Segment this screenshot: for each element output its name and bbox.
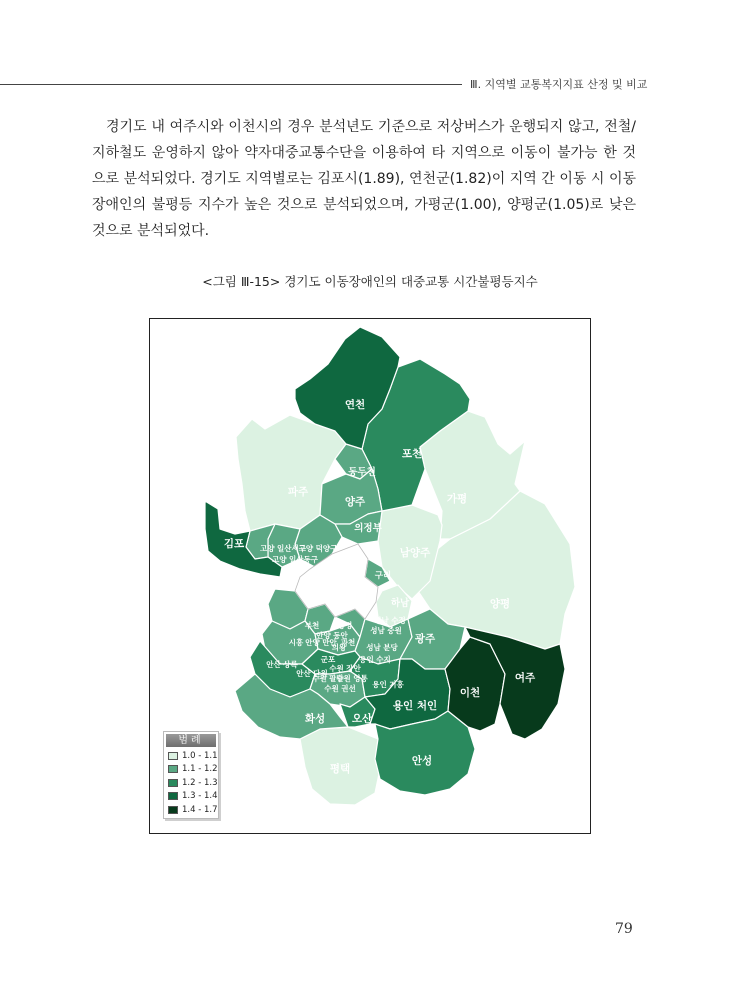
legend-swatch [168, 752, 178, 760]
label-anyang-dongan: 안양 동안 [316, 631, 348, 640]
label-suwon-yeongtong: 수원 영통 [336, 674, 368, 683]
label-yeoncheon: 연천 [344, 399, 366, 411]
page-number: 79 [615, 921, 633, 937]
legend-range: 1.0 - 1.1 [182, 750, 218, 761]
label-hwaseong: 화성 [304, 713, 326, 725]
legend-swatch [168, 792, 178, 800]
legend-item [164, 763, 218, 777]
label-siheung: 시흥 [288, 638, 304, 647]
label-ansan-sangnok: 안산 상록 [266, 660, 298, 669]
legend-range: 1.2 - 1.3 [182, 777, 218, 788]
label-goyang-ilsanseo: 고양 일산서구 [259, 544, 307, 553]
body-paragraph [92, 114, 636, 244]
label-gapyeong: 가평 [446, 493, 468, 505]
figure-caption: <그림 Ⅲ-15> 경기도 이동장애인의 대중교통 시간불평등지수 [202, 274, 538, 289]
label-dongducheon: 동두천 [348, 467, 376, 478]
label-gwangju: 광주 [414, 633, 436, 645]
label-seongnam-bundang: 성남 분당 [366, 643, 398, 652]
legend-title: 범례 [166, 734, 216, 747]
label-gwacheon: 과천 [340, 638, 356, 647]
label-yongin-giheung: 용인 기흥 [372, 680, 404, 689]
legend-range: 1.1 - 1.2 [182, 764, 218, 775]
label-seongnam-jungwon: 성남 중원 [370, 626, 402, 635]
legend-range: 1.3 - 1.4 [182, 791, 218, 802]
label-suwon-jangan: 수원 장안 [329, 664, 361, 673]
label-gimpo: 김포 [223, 538, 245, 550]
label-suwon-paldal: 수원 팔달 [312, 674, 344, 683]
label-suwon-gwonseon: 수원 권선 [324, 684, 356, 693]
label-pocheon: 포천 [401, 448, 423, 460]
label-anyang-manan: 안양 만안 [305, 638, 337, 647]
map-regions [205, 327, 575, 805]
legend-swatch [168, 779, 178, 787]
label-icheon: 이천 [459, 687, 481, 699]
legend-range: 1.4 - 1.7 [182, 804, 218, 815]
running-header: Ⅲ. 지역별 교통복지지표 산정 및 비교 [470, 78, 648, 91]
label-ansan-danwon: 안산 단원 [296, 669, 328, 678]
legend-item [164, 803, 218, 817]
label-goyang-ilsandong: 고양 일산동구 [271, 555, 319, 564]
label-uiwang: 의왕 [331, 643, 347, 652]
label-uijeongbu: 의정부 [354, 523, 382, 534]
label-yongin-suji: 용인 수지 [359, 655, 391, 664]
legend-swatch [168, 765, 178, 773]
legend-rows [164, 749, 218, 817]
label-paju: 파주 [287, 486, 309, 498]
legend-swatch [168, 806, 178, 814]
label-osan: 오산 [351, 713, 373, 725]
label-hanam: 하남 [390, 598, 410, 609]
body-paragraph-text: 경기도 내 여주시와 이천시의 경우 분석년도 기준으로 저상버스가 운행되지 않고, 전철/지하철도 운영하지 않아 약자대중교통수단을 이용하여 타 지역으로 이동이 불가능 한 것으로 분석되었다. 경기도 지역별로는 김포시(1.89), 연천군(1.82)이 지역 간 이동 시 이동장애인의 불평등 지수가 높은 것으로 분석되었으며, 가평군(1.00), 양평군(1.05)로 낮은 것으로 분석되었다. [92, 119, 636, 239]
label-pyeongtaek: 평택 [329, 763, 351, 775]
label-bucheon: 부천 [304, 621, 320, 630]
label-gunpo: 군포 [320, 655, 336, 664]
label-namyangju: 남양주 [399, 547, 431, 559]
label-yangju: 양주 [344, 496, 366, 508]
legend-item [164, 776, 218, 790]
label-yeoju: 여주 [514, 672, 536, 684]
gyeonggi-map [149, 318, 591, 834]
header-rule [0, 84, 462, 85]
label-goyang-deogyang: 고양 덕양구 [298, 544, 338, 553]
label-seongnam-sujeong: 성남 수정 [374, 616, 406, 625]
label-gwangmyeong: 광명 [337, 621, 353, 630]
map-legend [163, 731, 219, 819]
legend-item [164, 749, 218, 763]
label-guri: 구리 [374, 571, 392, 581]
legend-item [164, 790, 218, 804]
label-anseong: 안성 [411, 755, 433, 767]
label-yongin-cheoin: 용인 처인 [392, 700, 438, 712]
label-yangpyeong: 양평 [489, 598, 511, 610]
